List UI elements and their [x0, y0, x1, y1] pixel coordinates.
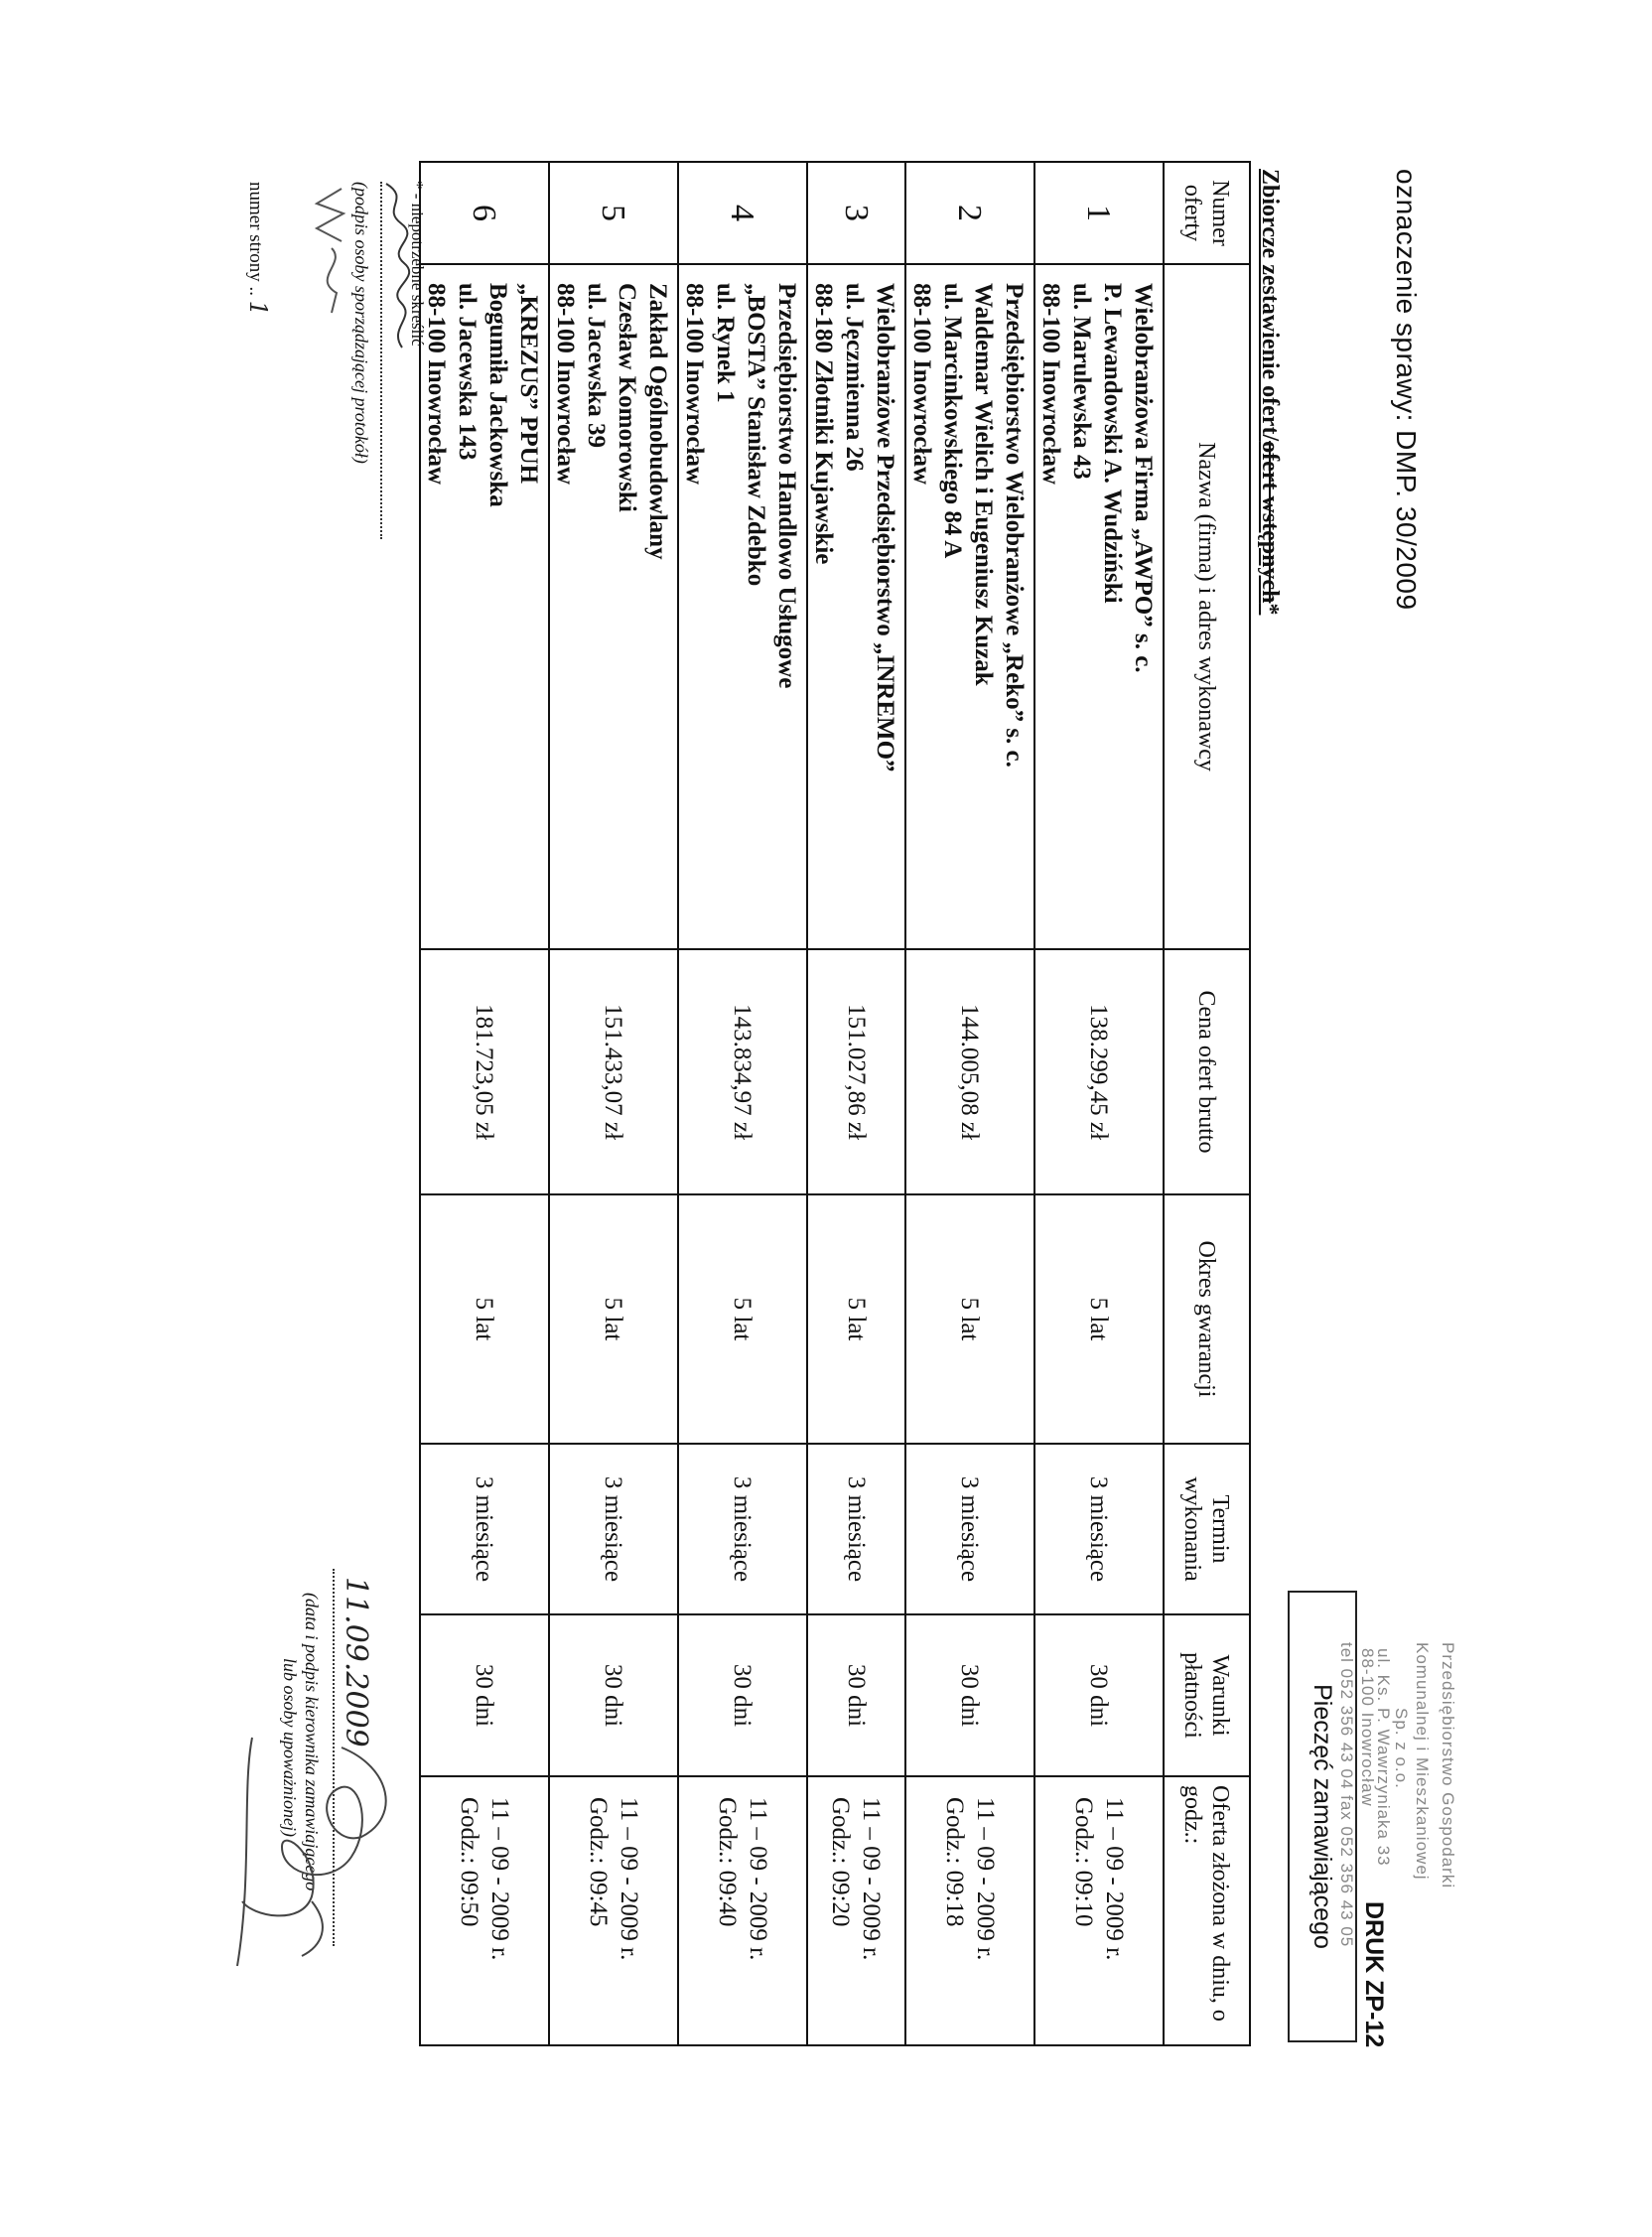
payment-terms: 30 dni [420, 1614, 549, 1776]
header-submitted [1164, 1776, 1250, 2045]
contractor-line: 88-100 Inowrocław [681, 283, 708, 486]
title-main: Zbiorcze zestawienie ofert/ [1257, 169, 1283, 442]
submission-time: Godz.: 09:45 [585, 1797, 612, 1927]
form-code: DRUK ZP-12 [1360, 1901, 1388, 2048]
contractor-line: Zakład Ogólnobudowlany [644, 283, 671, 560]
header-name: Nazwa (firma) i adres wykonawcy [1164, 264, 1250, 949]
submission-datetime [678, 1776, 807, 2045]
submission-date: 11 – 09 - 2009 r. [972, 1797, 999, 1961]
contractor-name-address [1034, 264, 1164, 949]
signed-date: 11.09.2009 [339, 1577, 373, 1748]
orderer-stamp-box [1288, 1591, 1357, 2042]
preparer-signature-line [380, 182, 382, 539]
contractor-name-address [549, 264, 678, 949]
page-number-field [244, 182, 272, 316]
table-row [678, 162, 807, 2045]
contractor-line: 88-100 Inowrocław [1037, 283, 1064, 486]
contractor-name-address [905, 264, 1034, 949]
contractor-line: „KREZUS” PPUH [515, 283, 542, 485]
table-row [420, 162, 549, 2045]
manager-signature [232, 1728, 401, 1986]
submission-datetime [420, 1776, 549, 2045]
offer-number: 5 [549, 162, 678, 264]
contractor-line: Czesław Komorowski [614, 283, 640, 512]
case-reference: oznaczenie sprawy: DMP. 30/2009 [1391, 169, 1422, 611]
warranty-period: 5 lat [549, 1194, 678, 1444]
completion-term: 3 miesiące [549, 1444, 678, 1614]
submission-datetime [905, 1776, 1034, 2045]
submission-datetime [1034, 1776, 1164, 2045]
manager-caption-2: lub osoby upoważnionej) [280, 1658, 300, 1837]
stamp-box-label: Pieczęć zamawiającego [1308, 1684, 1337, 1949]
contractor-line: P. Lewandowski A. Wudziński [1099, 283, 1126, 604]
submission-time: Godz.: 09:10 [1070, 1797, 1097, 1927]
table-row [1034, 162, 1164, 2045]
completion-term: 3 miesiące [905, 1444, 1034, 1614]
offer-number: 6 [420, 162, 549, 264]
contractor-line: Przedsiębiorstwo Handlowo Usługowe [773, 283, 800, 689]
submission-time: Godz.: 09:20 [827, 1797, 855, 1927]
header-text: godz.: [1179, 1785, 1206, 1845]
document-title [1256, 169, 1283, 615]
contractor-line: ul. Jacewska 39 [583, 283, 610, 448]
warranty-period: 5 lat [420, 1194, 549, 1444]
contractor-name-address [420, 264, 549, 949]
submission-datetime [807, 1776, 905, 2045]
warranty-period: 5 lat [1034, 1194, 1164, 1444]
completion-term: 3 miesiące [678, 1444, 807, 1614]
manager-caption-1: (data i podpis kierownika zamawiającego [302, 1593, 322, 1891]
header-text: płatności [1179, 1652, 1206, 1739]
header-term [1164, 1444, 1250, 1614]
contractor-line: 88-100 Inowrocław [908, 283, 935, 486]
offer-number: 2 [905, 162, 1034, 264]
title-asterisk: * [1257, 603, 1283, 616]
offer-price: 181.723,05 zł [420, 949, 549, 1194]
footnote: * - niepotrzebne skreślić [408, 181, 427, 347]
offer-number: 4 [678, 162, 807, 264]
offers-table [419, 161, 1251, 2046]
offer-price: 143.834,97 zł [678, 949, 807, 1194]
submission-datetime [549, 1776, 678, 2045]
header-text: wykonania [1179, 1476, 1206, 1582]
contractor-line: ul. Marcinkowskiego 84 A [939, 283, 966, 559]
contractor-line: „BOSTA” Stanisław Zdebko [743, 283, 769, 587]
payment-terms: 30 dni [807, 1614, 905, 1776]
header-text: Numer [1207, 180, 1234, 246]
preparer-caption: (podpis osoby sporządzającej protokół) [351, 182, 371, 464]
table-row [905, 162, 1034, 2045]
header-text: oferty [1179, 184, 1206, 242]
submission-date: 11 – 09 - 2009 r. [858, 1797, 886, 1961]
submission-time: Godz.: 09:18 [941, 1797, 968, 1927]
table-header-row [1164, 162, 1250, 2045]
contractor-line: ul. Marulewska 43 [1068, 283, 1095, 480]
contractor-line: Wielobranżowe Przedsiębiorstwo „INREMO” [872, 283, 898, 772]
offer-price: 138.299,45 zł [1034, 949, 1164, 1194]
payment-terms: 30 dni [905, 1614, 1034, 1776]
header-number [1164, 162, 1250, 264]
stamp-line: Komunalnej i Mieszkaniowej [1413, 1642, 1432, 1881]
title-struck-text: ofert wstępnych [1257, 441, 1283, 604]
stamp-line: Sp. z o.o. [1392, 1708, 1411, 1789]
contractor-line: ul. Jacewska 143 [454, 283, 481, 461]
warranty-period: 5 lat [807, 1194, 905, 1444]
stamp-line: Przedsiębiorstwo Gospodarki [1439, 1642, 1457, 1889]
payment-terms: 30 dni [678, 1614, 807, 1776]
payment-terms: 30 dni [549, 1614, 678, 1776]
submission-time: Godz.: 09:50 [456, 1797, 482, 1927]
header-payment [1164, 1614, 1250, 1776]
contractor-line: 88-180 Złotniki Kujawskie [810, 283, 837, 565]
header-text: Termin [1207, 1494, 1234, 1564]
page-number-label: numer strony .. [245, 182, 266, 297]
contractor-line: 88-100 Inowrocław [423, 283, 450, 486]
submission-date: 11 – 09 - 2009 r. [1101, 1797, 1128, 1961]
offer-number: 1 [1034, 162, 1164, 264]
stamp-line: tel 052 356 43 04 fax 052 356 43 05 [1337, 1642, 1356, 1948]
completion-term: 3 miesiące [807, 1444, 905, 1614]
contractor-line: ul. Rynek 1 [712, 283, 739, 403]
payment-terms: 30 dni [1034, 1614, 1164, 1776]
contractor-line: Przedsiębiorstwo Wielobranżowe „Reko” s. c. [1001, 283, 1028, 768]
submission-time: Godz.: 09:40 [714, 1797, 741, 1927]
header-warranty: Okres gwarancji [1164, 1194, 1250, 1444]
warranty-period: 5 lat [905, 1194, 1034, 1444]
completion-term: 3 miesiące [420, 1444, 549, 1614]
header-text: Oferta złożona w dniu, o [1207, 1785, 1234, 2022]
preparer-signature [307, 184, 351, 323]
warranty-period: 5 lat [678, 1194, 807, 1444]
header-price: Cena ofert brutto [1164, 949, 1250, 1194]
table-row [549, 162, 678, 2045]
contractor-line: Bogumiła Jackowska [484, 283, 511, 507]
contractor-line: Wielobranżowa Firma „AWPO” s. c. [1130, 283, 1157, 673]
stamp-line: ul. Ks. P. Wawrzyniaka 33 [1374, 1648, 1393, 1867]
offer-price: 151.433,07 zł [549, 949, 678, 1194]
contractor-line: ul. Jęczmienna 26 [841, 283, 868, 472]
contractor-name-address [678, 264, 807, 949]
completion-term: 3 miesiące [1034, 1444, 1164, 1614]
contractor-line: 88-100 Inowrocław [552, 283, 579, 486]
offer-number: 3 [807, 162, 905, 264]
offer-price: 151.027,86 zł [807, 949, 905, 1194]
submission-date: 11 – 09 - 2009 r. [486, 1797, 513, 1961]
stamp-line: 88-100 Inowrocław [1358, 1648, 1377, 1807]
contractor-name-address [807, 264, 905, 949]
submission-date: 11 – 09 - 2009 r. [745, 1797, 771, 1961]
page-number: 1 [244, 300, 272, 317]
contractor-line: Waldemar Wielich i Eugeniusz Kuzak [970, 283, 997, 686]
submission-date: 11 – 09 - 2009 r. [616, 1797, 642, 1961]
table-row [807, 162, 905, 2045]
preparer-handwritten-name [376, 179, 416, 377]
header-text: Warunki [1207, 1654, 1234, 1737]
offer-price: 144.005,08 zł [905, 949, 1034, 1194]
